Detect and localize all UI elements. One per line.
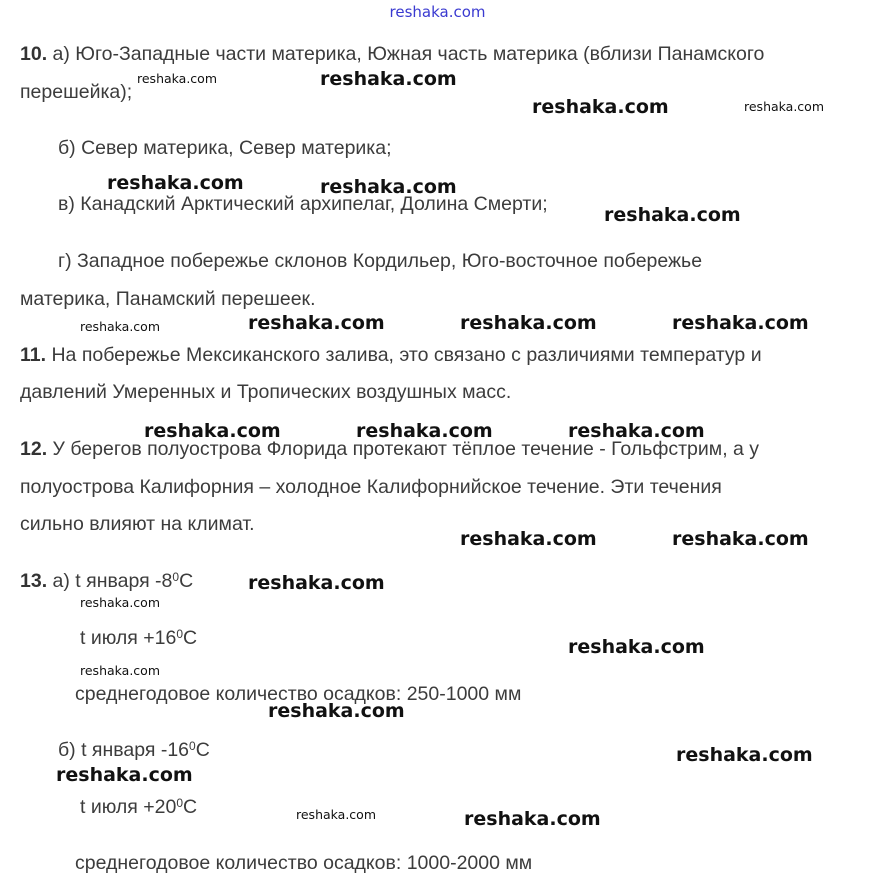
watermark: reshaka.com bbox=[56, 764, 193, 786]
watermark: reshaka.com bbox=[568, 636, 705, 658]
q12-text-3: сильно влияют на климат. bbox=[20, 513, 255, 535]
q13-b-jan: t января -16 bbox=[81, 739, 190, 761]
q12-number: 12. bbox=[20, 438, 48, 460]
q10-v: в) Канадский Арктический архипелаг, Долина Смерти; bbox=[58, 193, 548, 215]
q10-number: 10. bbox=[20, 43, 48, 65]
q13-a-precip: среднегодовое количество осадков: 250-1000 мм bbox=[75, 683, 522, 705]
unit: C bbox=[183, 627, 198, 649]
top-watermark: reshaka.com bbox=[389, 3, 486, 21]
q11-text-1: На побережье Мексиканского залива, это связано с различиями температур и bbox=[51, 344, 762, 366]
watermark: reshaka.com bbox=[80, 319, 160, 334]
q11-line-1 bbox=[20, 343, 762, 367]
watermark: reshaka.com bbox=[248, 312, 385, 334]
q10-line-1 bbox=[20, 42, 764, 66]
watermark: reshaka.com bbox=[80, 663, 160, 678]
q13-b-prefix: б) bbox=[58, 739, 76, 761]
watermark: reshaka.com bbox=[144, 420, 281, 442]
watermark: reshaka.com bbox=[320, 176, 457, 198]
watermark: reshaka.com bbox=[356, 420, 493, 442]
watermark: reshaka.com bbox=[107, 172, 244, 194]
q10-g-line1: г) Западное побережье склонов Кордильер, Юго-восточное побережье bbox=[58, 250, 703, 272]
q12-text-1: У берегов полуострова Флорида протекают тёплое течение - Гольфстрим, а у bbox=[52, 438, 760, 460]
q13-b-jul: t июля +20 bbox=[80, 796, 177, 818]
q13-b-precip: среднегодовое количество осадков: 1000-2000 мм bbox=[75, 852, 533, 874]
q13-b-jul-line bbox=[80, 795, 197, 819]
q13-line-1 bbox=[20, 569, 193, 593]
watermark: reshaka.com bbox=[296, 807, 376, 822]
q13-number: 13. bbox=[20, 570, 48, 592]
q12-text-2: полуострова Калифорния – холодное Калифорнийское течение. Эти течения bbox=[20, 476, 722, 498]
degree-sup: 0 bbox=[176, 627, 184, 641]
q10-a-line1: а) Юго-Западные части материка, Южная часть материка (вблизи Панамского bbox=[52, 43, 765, 65]
unit: C bbox=[183, 796, 198, 818]
watermark: reshaka.com bbox=[532, 96, 669, 118]
q10-a-line2: перешейка); bbox=[20, 81, 133, 103]
q13-a-jul-line bbox=[80, 626, 197, 650]
q10-b: б) Север материка, Север материка; bbox=[58, 137, 392, 159]
q11-number: 11. bbox=[20, 344, 47, 366]
watermark: reshaka.com bbox=[137, 71, 217, 86]
q13-a-jul: t июля +16 bbox=[80, 627, 177, 649]
watermark: reshaka.com bbox=[744, 99, 824, 114]
unit: C bbox=[195, 739, 210, 761]
unit: C bbox=[179, 570, 194, 592]
watermark: reshaka.com bbox=[460, 312, 597, 334]
q11-text-2: давлений Умеренных и Тропических воздушных масс. bbox=[20, 381, 512, 403]
watermark: reshaka.com bbox=[568, 420, 705, 442]
watermark: reshaka.com bbox=[460, 528, 597, 550]
watermark: reshaka.com bbox=[672, 528, 809, 550]
degree-sup: 0 bbox=[189, 739, 196, 753]
watermark: reshaka.com bbox=[80, 595, 160, 610]
q13-a-prefix: а) bbox=[52, 570, 70, 592]
watermark: reshaka.com bbox=[672, 312, 809, 334]
degree-sup: 0 bbox=[176, 796, 184, 810]
watermark: reshaka.com bbox=[604, 204, 741, 226]
watermark: reshaka.com bbox=[676, 744, 813, 766]
watermark: reshaka.com bbox=[320, 68, 457, 90]
watermark: reshaka.com bbox=[464, 808, 601, 830]
q13-b-line bbox=[58, 738, 210, 762]
watermark: reshaka.com bbox=[268, 700, 405, 722]
q13-a-jan: t января -8 bbox=[75, 570, 173, 592]
q10-g-line2: материка, Панамский перешеек. bbox=[20, 288, 316, 310]
degree-sup: 0 bbox=[172, 570, 180, 584]
watermark: reshaka.com bbox=[248, 572, 385, 594]
